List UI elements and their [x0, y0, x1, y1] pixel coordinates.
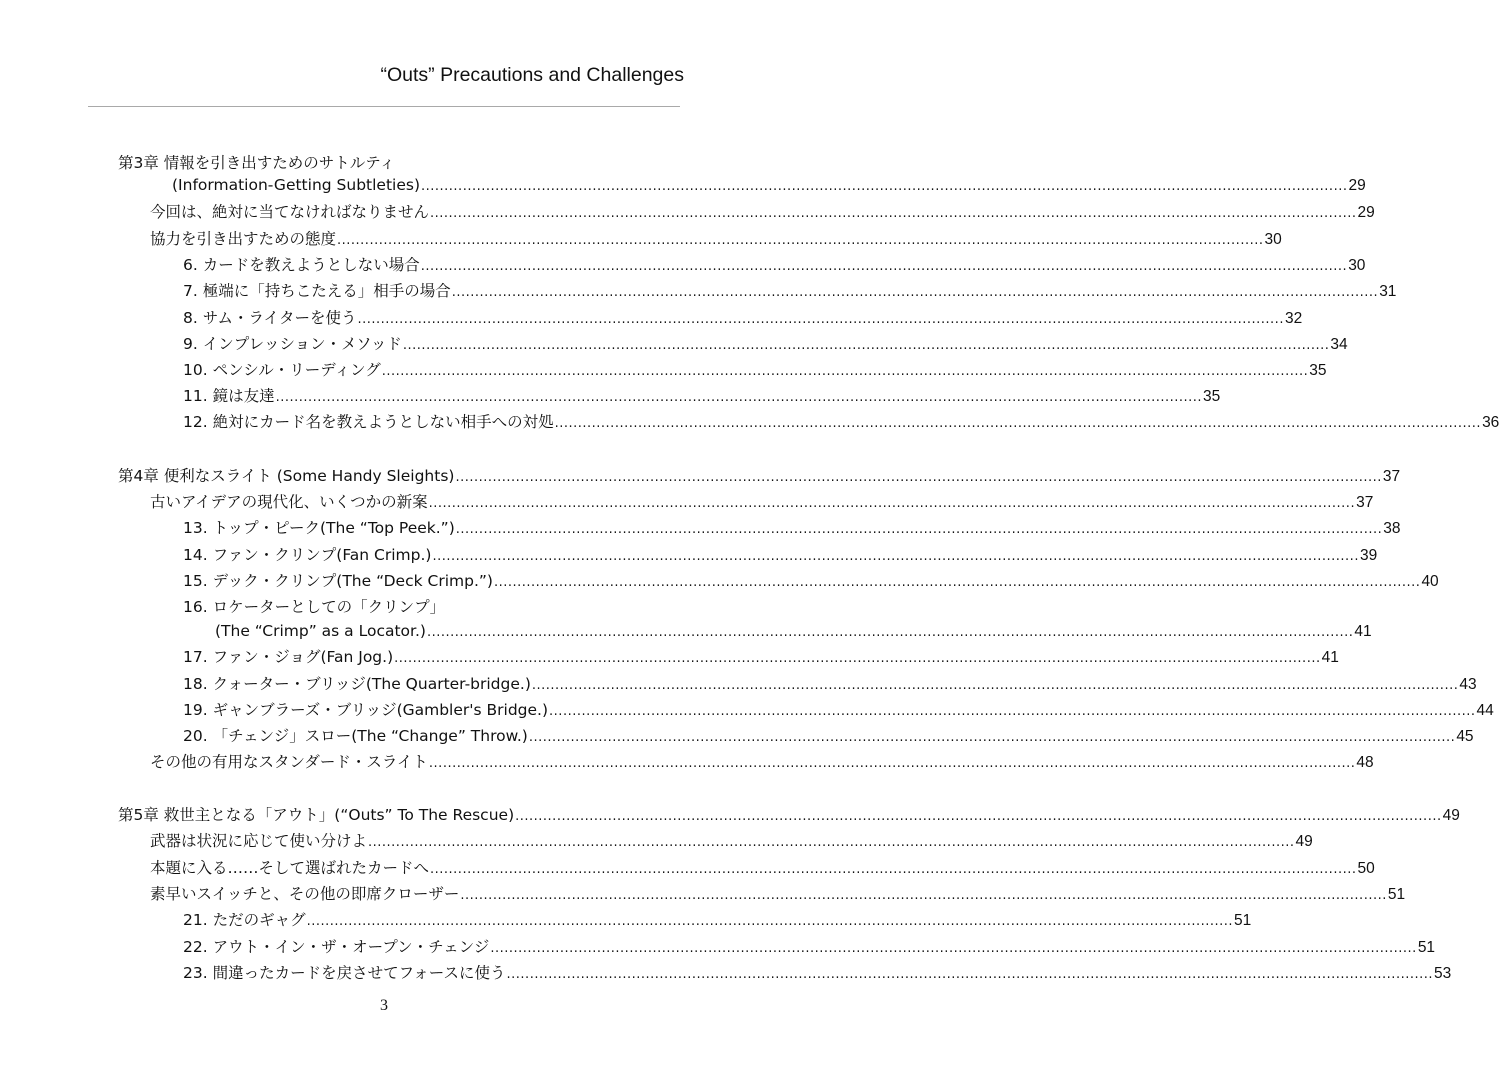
entry-title: 22. アウト・イン・ザ・オープン・チェンジ — [183, 938, 490, 956]
toc-item-entry: 12. 絶対にカード名を教えようとしない相手への対処 ........................................................................................................................................................................................................ 36 — [183, 411, 684, 433]
entry-title: 13. トップ・ピーク(The “Top Peek.”) — [183, 519, 455, 537]
entry-title: 23. 間違ったカードを戻させてフォースに使う — [183, 964, 506, 982]
toc-item-entry: 6. カードを教えようとしない場合 ........................................................................................................................................................................................................ 30 — [183, 254, 684, 276]
entry-title: 第4章 便利なスライト (Some Handy Sleights) — [118, 467, 455, 485]
entry-title: 8. サム・ライターを使う — [183, 309, 357, 327]
entry-title: 協力を引き出すための態度 — [150, 230, 337, 248]
running-header: “Outs” Precautions and Challenges — [380, 64, 684, 86]
entry-page: 49 — [1295, 833, 1313, 850]
entry-title: 21. ただのギャグ — [183, 911, 306, 929]
entry-title: 14. ファン・クリンプ(Fan Crimp.) — [183, 546, 432, 564]
page-number: 3 — [380, 997, 388, 1014]
entry-title: 20. 「チェンジ」スロー(The “Change” Throw.) — [183, 727, 528, 745]
toc-item-entry: 20. 「チェンジ」スロー(The “Change” Throw.) ........................................................................................................................................................................................................ 45 — [183, 725, 684, 747]
entry-page: 31 — [1379, 283, 1397, 300]
entry-title: その他の有用なスタンダード・スライト — [150, 753, 428, 771]
entry-page: 45 — [1456, 728, 1474, 745]
toc-section-entry: その他の有用なスタンダード・スライト ........................................................................................................................................................................................................ 48 — [150, 751, 684, 773]
entry-title: 武器は状況に応じて使い分けよ — [150, 832, 368, 850]
entry-title: 18. クォーター・ブリッジ(The Quarter-bridge.) — [183, 675, 531, 693]
chapter-4-heading: 第4章 便利なスライト (Some Handy Sleights) ........................................................................................................................................................................................................ 37 — [118, 465, 684, 487]
toc-section-entry: 古いアイデアの現代化、いくつかの新案 ........................................................................................................................................................................................................ 37 — [150, 491, 684, 513]
entry-title: 素早いスイッチと、その他の即席クローザー — [150, 885, 460, 903]
entry-title: 12. 絶対にカード名を教えようとしない相手への対処 — [183, 413, 554, 431]
toc-item-entry: 18. クォーター・ブリッジ(The Quarter-bridge.) ........................................................................................................................................................................................................ 43 — [183, 673, 684, 695]
entry-title: 9. インプレッション・メソッド — [183, 335, 402, 353]
entry-page: 51 — [1417, 939, 1436, 956]
entry-title: 19. ギャンブラーズ・ブリッジ(Gambler's Bridge.) — [183, 701, 549, 719]
toc-item-entry: 23. 間違ったカードを戻させてフォースに使う ........................................................................................................................................................................................................ 53 — [183, 962, 684, 984]
entry-title: 15. デック・クリンプ(The “Deck Crimp.”) — [183, 572, 493, 590]
entry-title: 第5章 救世主となる「アウト」(“Outs” To The Rescue) — [118, 806, 515, 824]
toc-item-entry: 17. ファン・ジョグ(Fan Jog.) ........................................................................................................................................................................................................ 41 — [183, 646, 684, 668]
toc-item-entry: 8. サム・ライターを使う ........................................................................................................................................................................................................ 32 — [183, 307, 684, 329]
entry-page: 51 — [1387, 886, 1406, 903]
entry-page: 35 — [1309, 362, 1327, 379]
toc-section-entry: 本題に入る……そして選ばれたカードへ ........................................................................................................................................................................................................ 50 — [150, 857, 684, 879]
entry-page: 37 — [1382, 468, 1401, 485]
toc-item-16-heading: 16. ロケーターとしての「クリンプ」 — [183, 598, 446, 616]
toc-item-entry: 10. ペンシル・リーディング ........................................................................................................................................................................................................ 35 — [183, 359, 684, 381]
toc-item-entry: 21. ただのギャグ ........................................................................................................................................................................................................ 51 — [183, 909, 684, 931]
chapter-5-heading: 第5章 救世主となる「アウト」(“Outs” To The Rescue) ........................................................................................................................................................................................................ 49 — [118, 804, 684, 826]
entry-title: (Information-Getting Subtleties) — [172, 176, 420, 194]
toc-section-entry: 素早いスイッチと、その他の即席クローザー ........................................................................................................................................................................................................ 51 — [150, 883, 684, 905]
entry-page: 30 — [1264, 231, 1282, 248]
entry-page: 48 — [1356, 754, 1374, 771]
entry-page: 51 — [1234, 912, 1252, 929]
entry-page: 40 — [1421, 573, 1439, 590]
entry-page: 29 — [1348, 177, 1366, 194]
toc-item-entry: 11. 鏡は友達 ........................................................................................................................................................................................................ 35 — [183, 385, 684, 407]
toc-item-entry: 15. デック・クリンプ(The “Deck Crimp.”) ........................................................................................................................................................................................................ 40 — [183, 570, 684, 592]
toc-item-entry: 7. 極端に「持ちこたえる」相手の場合 ........................................................................................................................................................................................................ 31 — [183, 280, 684, 302]
entry-page: 41 — [1354, 623, 1372, 640]
toc-item-entry: 13. トップ・ピーク(The “Top Peek.”) ........................................................................................................................................................................................................ 38 — [183, 517, 684, 539]
entry-page: 39 — [1359, 547, 1378, 564]
entry-title: 17. ファン・ジョグ(Fan Jog.) — [183, 648, 394, 666]
toc-item-entry: 14. ファン・クリンプ(Fan Crimp.) ........................................................................................................................................................................................................ 39 — [183, 544, 684, 566]
entry-title: 古いアイデアの現代化、いくつかの新案 — [150, 493, 428, 511]
entry-page: 34 — [1330, 336, 1348, 353]
toc-section-entry: 今回は、絶対に当てなければなりません ........................................................................................................................................................................................................ 29 — [150, 201, 684, 223]
chapter-3-subtitle-entry: (Information-Getting Subtleties) ........................................................................................................................................................................................................ 29 — [172, 174, 684, 196]
entry-title: 本題に入る……そして選ばれたカードへ — [150, 859, 430, 877]
entry-page: 29 — [1357, 204, 1375, 221]
entry-page: 38 — [1383, 520, 1401, 537]
toc-section-entry: 武器は状況に応じて使い分けよ ........................................................................................................................................................................................................ 49 — [150, 830, 684, 852]
entry-page: 50 — [1357, 860, 1375, 877]
toc-item-entry: 22. アウト・イン・ザ・オープン・チェンジ ........................................................................................................................................................................................................ 51 — [183, 936, 684, 958]
entry-page: 32 — [1284, 310, 1303, 327]
entry-page: 36 — [1482, 414, 1499, 431]
entry-page: 41 — [1321, 649, 1339, 666]
entry-page: 44 — [1476, 702, 1494, 719]
toc-item-16-subtitle-entry: (The “Crimp” as a Locator.) ........................................................................................................................................................................................................ 41 — [215, 620, 684, 642]
toc-item-entry: 19. ギャンブラーズ・ブリッジ(Gambler's Bridge.) ........................................................................................................................................................................................................ 44 — [183, 699, 684, 721]
entry-page: 53 — [1434, 965, 1452, 982]
entry-page: 43 — [1459, 676, 1477, 693]
entry-title: 7. 極端に「持ちこたえる」相手の場合 — [183, 282, 451, 300]
entry-page: 35 — [1203, 388, 1221, 405]
toc-section-entry: 協力を引き出すための態度 ........................................................................................................................................................................................................ 30 — [150, 228, 684, 250]
entry-page: 37 — [1356, 494, 1374, 511]
entry-page: 49 — [1442, 807, 1460, 824]
entry-title: 今回は、絶対に当てなければなりません — [150, 203, 430, 221]
entry-title: (The “Crimp” as a Locator.) — [215, 622, 426, 640]
toc-item-entry: 9. インプレッション・メソッド ........................................................................................................................................................................................................ 34 — [183, 333, 684, 355]
chapter-3-heading: 第3章 情報を引き出すためのサトルティ — [118, 154, 396, 172]
entry-title: 6. カードを教えようとしない場合 — [183, 256, 420, 274]
entry-page: 30 — [1348, 257, 1366, 274]
entry-title: 10. ペンシル・リーディング — [183, 361, 381, 379]
entry-title: 11. 鏡は友達 — [183, 387, 275, 405]
